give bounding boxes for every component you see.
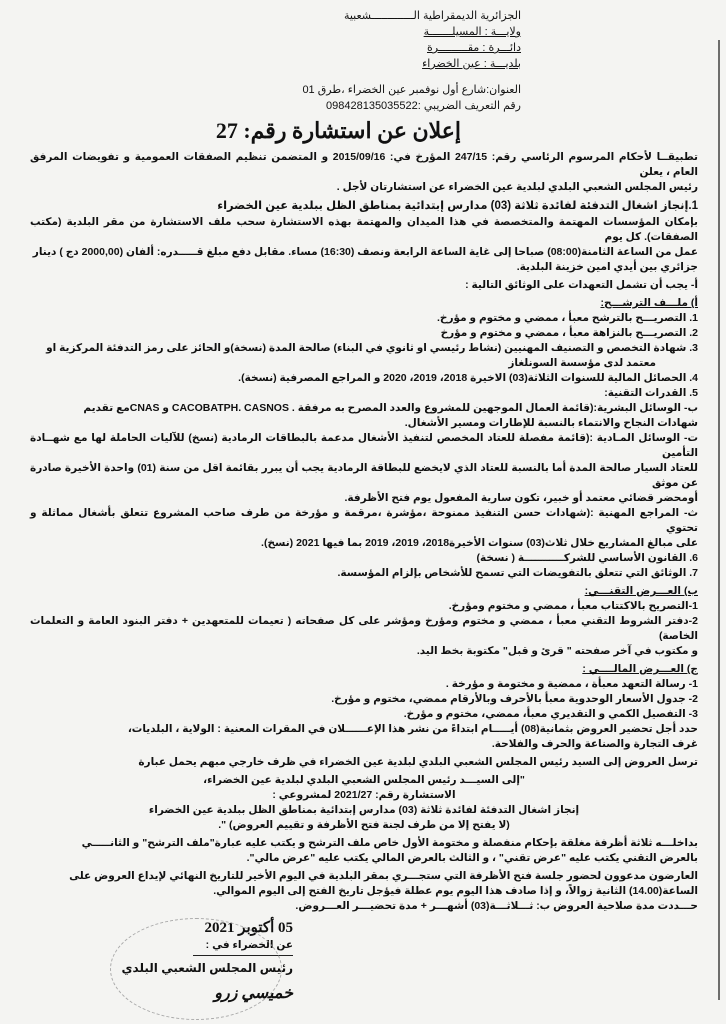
page-edge xyxy=(718,40,720,1000)
project-title: 1.إنجاز اشغال التدفئة لفائدة ثلاثة (03) مدارس إبتدائية بمناطق الظل ببلدية عين الخضراء xyxy=(217,200,698,212)
signature-name: خميسي زرو xyxy=(214,985,293,1002)
signature-date: 05 أكتوبر 2021 xyxy=(204,920,293,936)
signature-place: عن الخضراء في : xyxy=(205,939,293,951)
deadline-line-2: غرف التجارة والصناعة والحرف والفلاحة. xyxy=(491,738,698,750)
send-line: ترسل العروض إلى السيد رئيس المجلس الشعبي البلدي لبلدية عين الخضراء في ظرف خارجي مبهم يحمل عبارة xyxy=(138,756,698,768)
candidacy-item-3: 3. شهادة التخصص و التصنيف المهنيين (نشاط رئيسي او ثانوي في البناء) صالحة المدة (نسخة)و الحائز على رمز التدفئة المركزية او xyxy=(46,342,698,354)
fin-offer-item-2: 2- جدول الأسعار الوحدوية معبأ بالأحرف وبالأرقام ممضي، مختوم و مؤرخ. xyxy=(331,693,698,705)
commune-line: بلديـــة : عين الخضراء xyxy=(422,58,521,70)
human-resources-cont: شهادات النجاح والانتماء بالنسبة للإطارات ومسير الأشغال. xyxy=(404,417,698,429)
wilaya-line: ولايـــة : المسيلـــــــة xyxy=(423,26,521,38)
intro-line-2: رئيس المجلس الشعبي البلدي لبلدية عين الخضراء عن استشارتان لأجل . xyxy=(336,181,698,193)
candidacy-item-2: 2. التصريـــح بالنزاهة معبأ ، ممضي و مختوم و مؤرخ xyxy=(440,327,698,339)
professional-references-cont: على مبالغ المشاريع خلال ثلاث(03) سنوات الأخيرة2018، 2019، 2019 بما فيها 2021 (نسخ). xyxy=(261,537,698,549)
material-resources: ت- الوسائل المـادية :(قائمة مفصلة للعتاد المخصص لتنفيذ الأشغال مدعمة بالبطاقات الرمادية (نسخ) للآليات الحاملة لها مع شهــادة التأمين xyxy=(30,432,698,459)
tech-offer-item-2-cont: و مكتوب في آخر صفحته " قرئ و قبل" مكتوبة بخط اليد. xyxy=(416,645,698,657)
must-include: أ- يجب أن تشمل التعهدات على الوثائق التالية : xyxy=(465,279,698,291)
tech-offer-item-1: 1-التصريح بالاكتتاب معبأ ، ممضي و مختوم ومؤرخ. xyxy=(448,600,698,612)
fin-offer-heading: ج) العـــرض المالــــي : xyxy=(582,663,698,675)
candidacy-item-4: 4. الحصائل المالية للسنوات الثلاثة(03) الاخيرة 2018، 2019، 2020 و المراجع المصرفية (نسخة). xyxy=(238,372,698,384)
deadline-line-1: حدد أجل تحضير العروض بثمانية(08) أيـــــام ابتداءً من نشر هذا الإعــــــلان في المقرات المعنية : الولاية ، البلديات، xyxy=(127,723,698,735)
para1-line-3: جزائري بين أيدي امين خزينة البلدية. xyxy=(516,261,698,273)
envelope-line-2: الاستشارة رقم: 2021/27 لمشروعي : xyxy=(272,789,456,801)
tax-id-line: رقم التعريف الضريبي :098428135035522 xyxy=(326,100,521,112)
item-6: 6. القانون الأساسي للشركـــــــــــة ( نسخة) xyxy=(476,552,698,564)
para1-line-1: بإمكان المؤسسات المهتمة والمتخصصة في هذا الميدان والمهتمة بهذه الاستشارة سحب ملف الاستشارة من مقر البلدية (مكتب الصفقات). كل يوم xyxy=(30,216,698,243)
tech-offer-heading: ب) العـــرض التقنـــي: xyxy=(584,585,698,597)
daira-line: دائـــرة : مقـــــــــرة xyxy=(427,42,521,54)
para1-line-2: عمل من الساعة الثامنة(08:00) صباحا إلى غاية الساعة الرابعة ونصف (16:30) مساء. مقابل دفع مبلغ قـــــدره: ألفان (2000,00 دج ) دينار xyxy=(32,246,698,258)
envelope-line-4: (لا يفتح إلا من طرف لجنة فتح الأظرفة و تقييم العروض) ". xyxy=(218,819,510,831)
inside-line-2: بالعرض التقني يكتب عليه "عرض تقني" ، و الثالث بالعرض المالي يكتب عليه "عرض مالي". xyxy=(246,852,698,864)
candidacy-item-3-cont: معتمد لدى مؤسسة السونلغاز xyxy=(508,357,656,369)
fin-offer-item-1: 1- رسالة التعهد معبأة ، ممضية و مختومة و مؤرخة . xyxy=(445,678,698,690)
signature-block xyxy=(30,918,698,1005)
professional-references: ث- المراجع المهنية :(شهادات حسن التنفيذ ممنوحة ،مؤشرة ،مرقمة و مؤرخة من طرف صاحب المشروع تتعلق بأشغال مماثلة و تحتوي xyxy=(30,507,698,534)
signature-role: رئيس المجلس الشعبي البلدي xyxy=(121,961,293,975)
signature-divider xyxy=(193,955,293,956)
inside-line-1: بداخلـــه ثلاثة أظرفة مغلقة بإحكام منفصلة و مختومة الأول خاص ملف الترشح و يكتب عليه عبارة"ملف الترشح" و الثانـــــي xyxy=(81,837,698,849)
tech-offer-item-2: 2-دفتر الشروط التقني معبأ ، ممضي و مختوم ومؤرخ ومؤشر على كل صفحاته ( تعيمات للمتعهدين + دفتر البنود العامة و التعلمات الخاصة) xyxy=(30,615,698,642)
republic-line: الجزائرية الديمقراطية الـــــــــــــشعبية xyxy=(343,10,521,22)
opening-line-2: الساعة(14.00) الثانية زوالاً، و إذا صادف هذا اليوم يوم عطلة فيؤجل تاريخ الفتح إلى اليوم الموالي. xyxy=(213,885,698,897)
fin-offer-item-3: 3- التفصيل الكمي و التقديري معبأ، ممضي، مختوم و مؤرخ. xyxy=(403,708,698,720)
opening-line-1: العارضون مدعوون لحضور جلسة فتح الأظرفة التي ستجـــري بمقر البلدية في اليوم الأخير للتاريخ النهائي لإيداع العروض على xyxy=(69,870,698,882)
envelope-line-3: إنجاز اشغال التدفئة لفائدة ثلاثة (03) مدارس إبتدائية بمناطق الظل ببلدية عين الخضراء xyxy=(148,804,580,816)
address-line: العنوان:شارع أول نوفمبر عين الخضراء ،طرق 01 xyxy=(302,84,521,96)
page-title: إعلان عن استشارة رقم: 27 xyxy=(215,118,461,143)
envelope-line-1: "إلى السيـــد رئيس المجلس الشعبي البلدي لبلدية عين الخضراء، xyxy=(203,774,525,786)
human-resources: ب- الوسائل البشرية:(قائمة العمال الموجهين للمشروع والعدد المصرح به مرفقة . CACOBATPH. CASNOS و CNASمع تقديم xyxy=(83,402,698,414)
candidacy-item-1: 1. التصريـــح بالترشح معبأ ، ممضي و مختوم و مؤرخ. xyxy=(437,312,698,324)
material-resources-cont-2: أومحضر قضائي معتمد أو خبير، تكون سارية المفعول يوم فتح الأظرفة. xyxy=(344,492,698,504)
intro-line-1: تطبيقــا لأحكام المرسوم الرئاسي رقم: 247/15 المؤرخ في: 2015/09/16 و المتضمن تنظيم الصفقات العمومية و تفويضات المرفق العام ، يعلن xyxy=(30,151,698,178)
document-header xyxy=(30,8,698,114)
opening-line-3: حـــددت مدة صلاحية العروض ب: ثـــلاثـــة(03) أشهـــر + مدة تحضيـــر العـــروض. xyxy=(295,900,698,912)
candidacy-item-5: 5. القدرات التقنية: xyxy=(604,387,698,399)
material-resources-cont: للعتاد السيار صالحة المدة أما بالنسبة للعتاد الذي لايخضع للبطاقة الرمادية يجب أن يبرر بقائمة اقل من سنة (01) واحدة الأخيرة صادرة عن موثق xyxy=(30,462,698,489)
candidacy-heading: أ) ملـــف الترشـــح: xyxy=(600,297,698,309)
item-7: 7. الوثائق التي تتعلق بالتفويضات التي تسمح للأشخاص بإلزام المؤسسة. xyxy=(337,567,698,579)
